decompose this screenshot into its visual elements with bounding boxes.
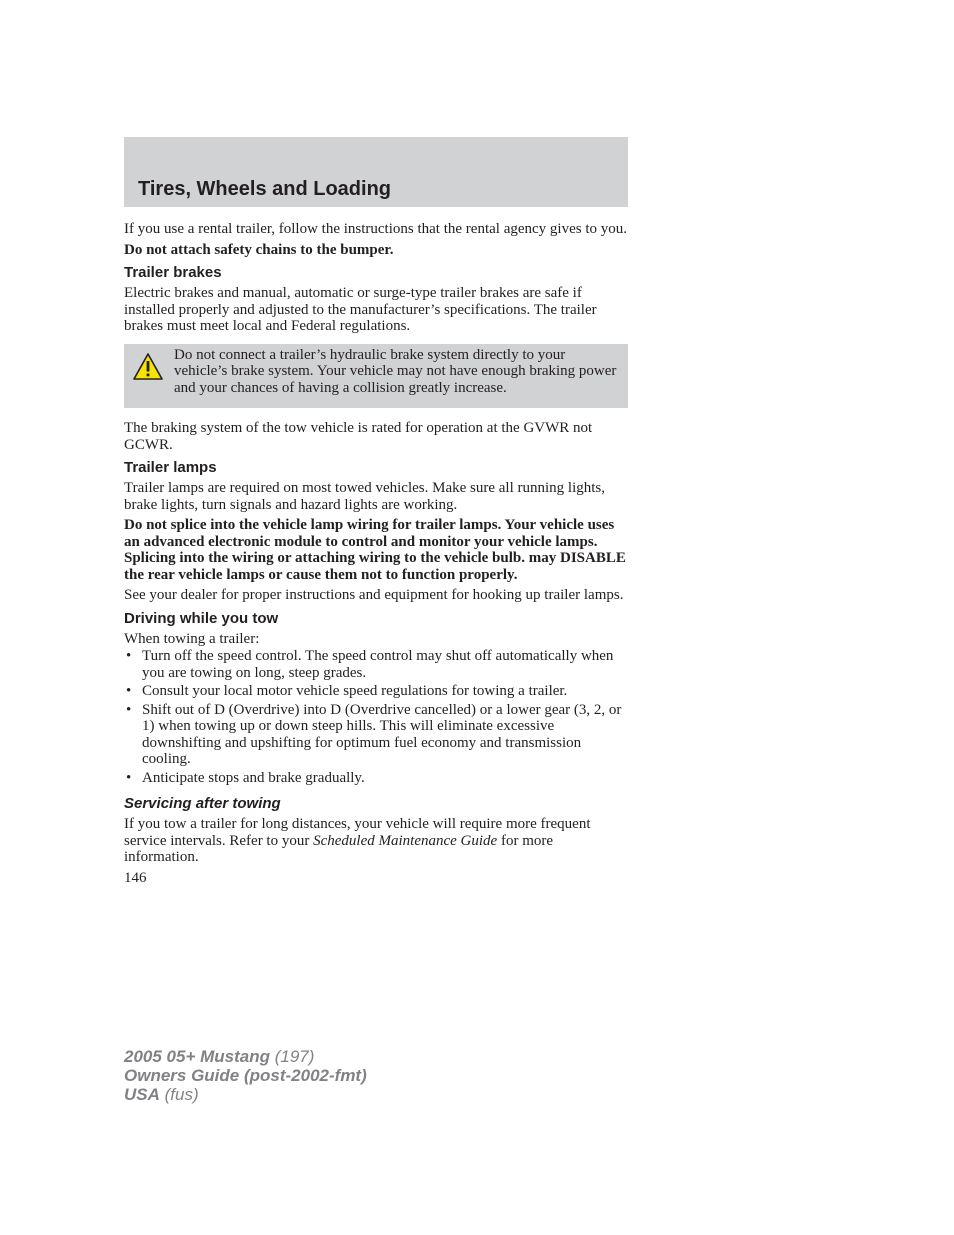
list-item-text: Turn off the speed control. The speed control may shut off automatically when you are towing on long, steep grades. [142, 648, 614, 681]
list-item-text: Anticipate stops and brake gradually. [142, 769, 365, 786]
page-number: 146 [124, 869, 147, 886]
bullet-glyph: • [126, 701, 132, 718]
footer-market-code: (fus) [159, 1085, 199, 1104]
bullet-glyph: • [126, 683, 132, 699]
footer-line-model [124, 1047, 367, 1066]
brake-warning-box [124, 344, 628, 409]
footer-market: USA [124, 1085, 160, 1104]
dealer-instructions-paragraph: See your dealer for proper instructions and equipment for hooking up trailer lamps. [124, 587, 624, 603]
driving-while-towing-heading: Driving while you tow [124, 609, 279, 627]
trailer-lamps-paragraph: Trailer lamps are required on most towed vehicles. Make sure all running lights, brake lights, turn signals and hazard lights are working. [124, 480, 606, 513]
bullet-glyph: • [126, 648, 132, 664]
footer-line-market [124, 1085, 367, 1104]
list-item [124, 770, 628, 787]
list-item-text: Shift out of D (Overdrive) into D (Overdrive cancelled) or a lower gear (3, 2, or 1) when towing up or down steep hills. This will eliminate excessive downshifting and upshifting for optimum fuel economy and transmission cooling. [142, 701, 622, 767]
bullet-glyph: • [126, 769, 132, 786]
document-footer [124, 1047, 367, 1104]
section-header-band [124, 137, 628, 207]
footer-model: 2005 05+ Mustang [124, 1047, 270, 1066]
maintenance-guide-title: Scheduled Maintenance Guide [313, 832, 498, 849]
towing-intro: When towing a trailer: [124, 630, 260, 647]
servicing-text-before: If you tow a trailer for long distances, your vehicle will require more frequent service intervals. Refer to your [124, 816, 591, 849]
brake-warning-text: Do not connect a trailer’s hydraulic brake system directly to your vehicle’s brake system. Your vehicle may not have enough braking power and your chances of having a collision greatly increase. [174, 346, 617, 396]
footer-guide-format: Owners Guide (post-2002-fmt) [124, 1066, 367, 1085]
trailer-brakes-paragraph: Electric brakes and manual, automatic or surge-type trailer brakes are safe if installed properly and adjusted to the manufacturer’s specifications. The trailer brakes must meet local and Federal regulations. [124, 285, 597, 334]
footer-model-code: (197) [270, 1047, 315, 1066]
warning-triangle-icon [132, 352, 164, 382]
trailer-lamps-heading: Trailer lamps [124, 459, 217, 476]
list-item-text: Consult your local motor vehicle speed regulations for towing a trailer. [142, 683, 568, 699]
rental-trailer-paragraph: If you use a rental trailer, follow the instructions that the rental agency gives to you. [124, 221, 627, 237]
servicing-paragraph [124, 816, 628, 866]
braking-rating-paragraph: The braking system of the tow vehicle is rated for operation at the GVWR not GCWR. [124, 420, 593, 453]
lamp-wiring-warning: Do not splice into the vehicle lamp wiring for trailer lamps. Your vehicle uses an advanced electronic module to control and monitor your vehicle lamps. Splicing into the wiring or attaching wiring to the vehicle bulb. may DISABLE the rear vehicle lamps or cause them not to function properly. [124, 517, 626, 583]
list-item [124, 683, 628, 700]
list-item [124, 648, 628, 681]
trailer-brakes-heading: Trailer brakes [124, 264, 222, 281]
section-title: Tires, Wheels and Loading [138, 178, 392, 200]
towing-bullet-list [124, 648, 628, 786]
servicing-text-after: for more information. [124, 832, 554, 865]
servicing-heading: Servicing after towing [124, 795, 281, 812]
list-item [124, 702, 628, 768]
page-content [124, 221, 628, 890]
safety-chains-note: Do not attach safety chains to the bumper. [124, 241, 394, 258]
